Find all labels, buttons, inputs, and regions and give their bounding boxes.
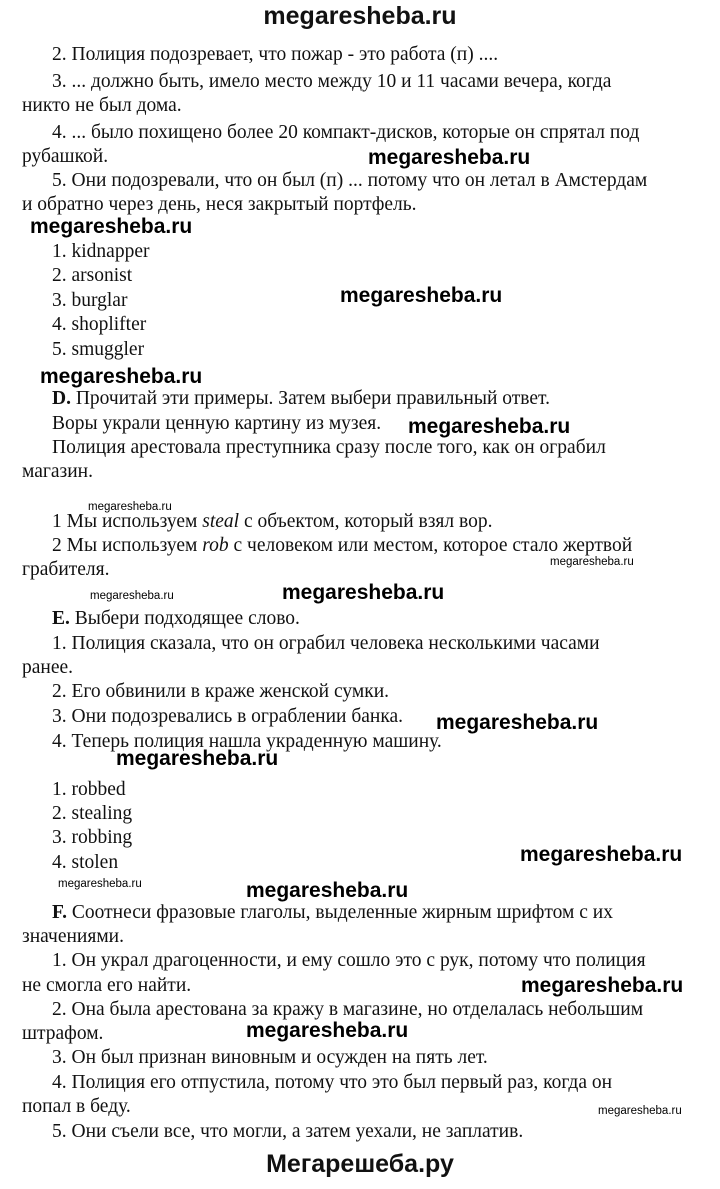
section-letter: F. (52, 902, 67, 923)
rule-text: 2 Мы используем (52, 535, 203, 556)
text-line: 5. Они подозревали, что он был (п) ... потому что он летал в Амстердам (52, 170, 648, 191)
text-line: 3. ... должно быть, имело место между 10 и 11 часами вечера, когда (52, 71, 612, 92)
site-header: megaresheba.ru (263, 2, 457, 30)
section-letter: D. (52, 388, 71, 409)
watermark: megaresheba.ru (58, 878, 142, 890)
watermark: megaresheba.ru (340, 284, 503, 307)
watermark: megaresheba.ru (550, 556, 634, 568)
list-item: 1. kidnapper (52, 241, 150, 262)
section-letter: E. (52, 608, 70, 629)
watermark: megaresheba.ru (246, 1019, 409, 1042)
list-item: 5. smuggler (52, 339, 145, 360)
text-line: магазин. (22, 461, 93, 482)
list-item: 4. shoplifter (52, 314, 147, 335)
watermark: megaresheba.ru (521, 974, 684, 997)
watermark: megaresheba.ru (598, 1105, 682, 1117)
list-item: 3. robbing (52, 827, 133, 848)
site-footer: Мегарешеба.ру (266, 1150, 454, 1178)
text-line: 2. Полиция подозревает, что пожар - это работа (п) .... (52, 44, 499, 65)
list-item: 2. arsonist (52, 265, 133, 286)
rule-text: с объектом, который взял вор. (239, 511, 493, 532)
section-instruction: Прочитай эти примеры. Затем выбери правильный ответ. (75, 388, 550, 409)
text-line: рубашкой. (22, 146, 109, 167)
watermark: megaresheba.ru (436, 711, 599, 734)
text-line: никто не был дома. (22, 95, 182, 116)
text-line: грабителя. (22, 559, 110, 580)
watermark: megaresheba.ru (116, 747, 279, 770)
text-line: 4. ... было похищено более 20 компакт-дисков, которые он спрятал под (52, 122, 640, 143)
list-item: 4. stolen (52, 852, 119, 873)
watermark: megaresheba.ru (40, 365, 203, 388)
text-line: 1. Полиция сказала, что он ограбил человека несколькими часами (52, 633, 600, 654)
list-item: 3. burglar (52, 290, 128, 311)
text-line: 3. Он был признан виновным и осужден на пять лет. (52, 1047, 488, 1068)
list-item: 2. stealing (52, 803, 133, 824)
section-instruction: Соотнеси фразовые глаголы, выделенные жирным шрифтом с их (71, 902, 613, 923)
text-line: попал в беду. (22, 1096, 131, 1117)
section-e-heading (52, 607, 300, 630)
text-line: 4. Теперь полиция нашла украденную машину. (52, 731, 442, 752)
text-line: 2. Его обвинили в краже женской сумки. (52, 681, 390, 702)
rule-text: 1 Мы используем (52, 511, 203, 532)
text-line: 5. Они съели все, что могли, а затем уехали, не заплатив. (52, 1121, 524, 1142)
watermark: megaresheba.ru (88, 501, 172, 513)
list-item: 1. robbed (52, 779, 126, 800)
text-line: Полиция арестовала преступника сразу после того, как он ограбил (52, 437, 606, 458)
watermark: megaresheba.ru (368, 146, 531, 169)
rule-text: с человеком или местом, которое стало жертвой (228, 535, 633, 556)
watermark: megaresheba.ru (408, 415, 571, 438)
watermark: megaresheba.ru (30, 215, 193, 238)
text-line: 1. Он украл драгоценности, и ему сошло это с рук, потому что полиция (52, 950, 646, 971)
section-d-heading (52, 387, 550, 410)
text-line: 4. Полиция его отпустила, потому что это был первый раз, когда он (52, 1072, 613, 1093)
watermark: megaresheba.ru (520, 843, 683, 866)
rule-keyword: rob (202, 535, 229, 556)
text-line: штрафом. (22, 1023, 104, 1044)
text-line: и обратно через день, неся закрытый портфель. (22, 194, 417, 215)
section-instruction: Выбери подходящее слово. (74, 608, 300, 629)
section-f-heading (52, 901, 613, 924)
rule-line (52, 510, 492, 533)
text-line: 3. Они подозревались в ограблении банка. (52, 706, 404, 727)
watermark: megaresheba.ru (246, 879, 409, 902)
text-line: ранее. (22, 657, 74, 678)
rule-line (52, 534, 632, 557)
text-line: 2. Она была арестована за кражу в магазине, но отделалась небольшим (52, 999, 644, 1020)
text-line: Воры украли ценную картину из музея. (52, 413, 382, 434)
text-line: не смогла его найти. (22, 975, 192, 996)
text-line: значениями. (22, 926, 124, 947)
rule-keyword: steal (202, 511, 240, 532)
watermark: megaresheba.ru (282, 581, 445, 604)
watermark: megaresheba.ru (90, 590, 174, 602)
